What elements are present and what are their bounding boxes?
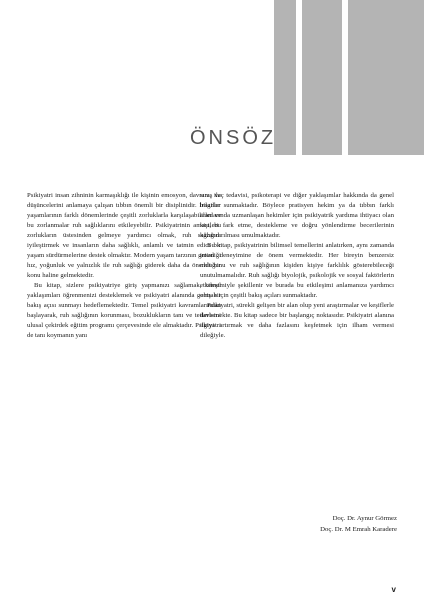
- page-number: v: [391, 585, 396, 594]
- signature-block: [320, 513, 397, 535]
- author-name: Doç. Dr. M Emrah Karadere: [320, 526, 397, 533]
- left-text-column: [27, 191, 221, 341]
- paragraph: Bu kitap, sizlere psikiyatriye giriş yapmanızı sağlamak, temel yaklaşımları öğrenmenizi desteklemek ve psikiyatri alanında geniş bir bakış açısı sunmayı hedeflemektedir. Temel psikiyatri kavramlarından başlayarak, ruh sağlığının korunması, bozuklukların tanı ve tedavisini ulusal çekirdek eğitim programı çerçevesinde ele almaktadır. Psikiyatri de tanı koymanın yanı: [27, 282, 221, 339]
- paragraph: sıra, ilaç tedavisi, psikoterapi ve diğer yaklaşımlar hakkında da genel bilgiler sunmaktadır. Böylece pratisyen hekim ya da tıbbın farklı alanlarında uzmanlaşan hekimler için psikiyatrik yardıma ihtiyacı olan kişileri fark etme, destekleme ve doğru yönlendirme becerilerinin kazandırılması umulmaktadır.: [200, 192, 394, 239]
- page-title: ÖNSÖZ: [190, 127, 277, 149]
- decorative-bar-3: [348, 0, 424, 155]
- decorative-bar-2: [302, 0, 342, 155]
- right-text-column: [200, 191, 394, 341]
- paragraph: Bu kitap, psikiyatrinin bilimsel temellerini anlatırken, aynı zamanda insan deneyimine de önem vermektedir. Her bireyin benzersiz olduğunu ve ruh sağlığının kişiden kişiye farklılık gösterebileceği unutulmamalıdır. Ruh sağlığı biyolojik, psikolojik ve sosyal faktörlerin etkileşimiyle şekillenir ve burada bu etkileşimi anlamanıza yardımcı olmak için çeşitli bakış açıları sunmaktadır.: [200, 242, 394, 299]
- paragraph: Psikiyatri, sürekli gelişen bir alan olup yeni araştırmalar ve keşiflerle ilerlemekte. Bu kitap sadece bir başlangıç noktasıdır. Psikiyatri alanına ilgiyi artırmak ve daha fazlasını keşfetmek için ilham vermesi dileğiyle.: [200, 302, 394, 339]
- decorative-bar-1: [274, 0, 296, 155]
- author-name: Doç. Dr. Aynur Görmez: [332, 515, 397, 522]
- paragraph: Psikiyatri insan zihninin karmaşıklığı ile kişinin emosyon, davranış ve düşüncelerini anlamaya çalışan tıbbın önemli bir disiplinidir. İnsanlar yaşamlarının farklı dönemlerinde çeşitli zorluklarla karşılaşabilirler ve bu zorlanmalar ruh sağlıklarını etkileyebilir. Psikiyatrinin amacı, bu zorlukların üstesinden gelmeye yardımcı olmak, ruh sağlığını iyileştirmek ve insanların daha sağlıklı, anlamlı ve tatmin edici bir yaşam sürdürmelerine destek olmaktır. Modern yaşam tarzının getirdiği hız, yoğunluk ve yalnızlık ile ruh sağlığı giderek daha da önemli bir konu haline gelmektedir.: [27, 192, 221, 279]
